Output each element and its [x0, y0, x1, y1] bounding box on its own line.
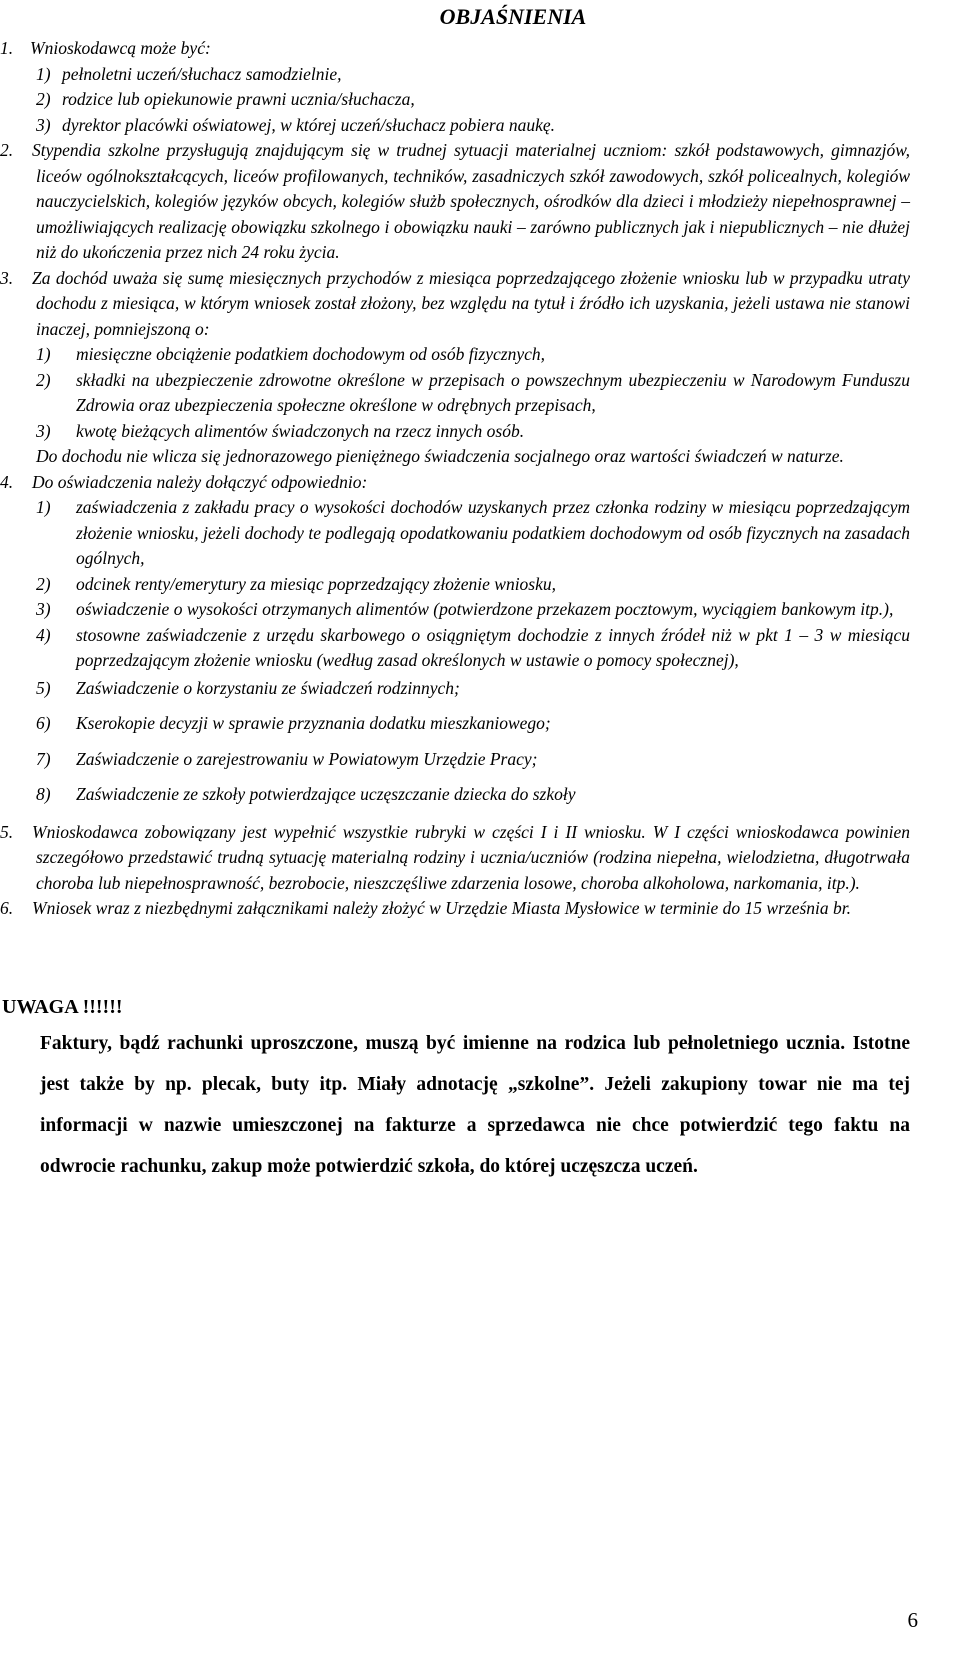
section-3-number: 3. [0, 267, 14, 288]
section-2-text: Stypendia szkolne przysługują znajdującym się w trudnej sytuacji materialnej uczniom: szkół podstawowych, gimnazjów, liceów ogólnokształcących, liceów profilowanych, techników, zasadniczych szkół zawodowych, szkół policealnych, kolegiów nauczycielskich, kolegiów języków obcych, kolegiów służb społecznych, ośrodków dla dzieci i młodzieży niepełnosprawnej – umożliwiających realizację obowiązku szkolnego i obowiązku nauki – zarówno publicznych jak i niepublicznych – nie dłużej niż do ukończenia przez nich 24 roku życia. [32, 140, 910, 262]
section-1-text: Wnioskodawcą może być: [30, 38, 211, 58]
s4-item: 4) stosowne zaświadczenie z urzędu skarbowego o osiągniętym dochodzie z innych źródeł niż w pkt 1 – 3 w miesiącu poprzedzającym złożenie wniosku (według zasad określonych w ustawie o pomocy społecznej), [36, 624, 910, 670]
section-3-tail: Do dochodu nie wlicza się jednorazowego pieniężnego świadczenia socjalnego oraz wartości świadczeń w naturze. [36, 446, 844, 466]
section-5-number: 5. [0, 821, 14, 842]
warning-heading: UWAGA !!!!!! [2, 995, 123, 1018]
s4-item: 8) Zaświadczenie ze szkoły potwierdzające uczęszczanie dziecka do szkoły [36, 784, 576, 804]
page-number: 6 [907, 1608, 918, 1632]
section-2 [0, 138, 910, 266]
section-6-text: Wniosek wraz z niezbędnymi załącznikami należy złożyć w Urzędzie Miasta Mysłowice w terminie do 15 września br. [32, 898, 852, 918]
section-2-number: 2. [0, 140, 14, 160]
section-3-text: Za dochód uważa się sumę miesięcznych przychodów z miesiąca poprzedzającego złożenie wniosku lub w przypadku utraty dochodu z miesiąca, w którym wniosek został złożony, bez względu na tytuł i źródło ich uzyskania, jeżeli ustawa nie stanowi inaczej, pomniejszoną o: [32, 267, 910, 339]
section-6-number: 6. [0, 898, 14, 918]
s1-item: 3) dyrektor placówki oświatowej, w której uczeń/słuchacz pobiera naukę. [36, 114, 555, 135]
s4-item: 7) Zaświadczenie o zarejestrowaniu w Powiatowym Urzędzie Pracy; [36, 748, 538, 769]
section-1-heading [0, 36, 910, 62]
section-4-number: 4. [0, 471, 14, 492]
s1-item: 1) pełnoletni uczeń/słuchacz samodzielnie, [36, 63, 342, 84]
page-title: OBJAŚNIENIA [439, 4, 587, 29]
s4-item: 3) oświadczenie o wysokości otrzymanych alimentów (potwierdzone przekazem pocztowym, wyciągiem bankowym itp.), [36, 599, 894, 619]
section-3-heading [0, 266, 910, 343]
section-5-text: Wnioskodawca zobowiązany jest wypełnić wszystkie rubryki w części I i II wniosku. W I części wnioskodawca powinien szczegółowo przedstawić trudną sytuację materialną rodziny i ucznia/uczniów (rodzina niepełna, wielodzietna, długotrwała choroba lub niepełnosprawność, bezrobocie, nieszczęśliwe zdarzenia losowe, choroba alkoholowa, narkomania, itp.). [32, 821, 910, 893]
section-5 [0, 820, 910, 897]
warning-text: Faktury, bądź rachunki uproszczone, muszą być imienne na rodzica lub pełnoletniego ucznia. Istotne jest także by np. plecak, buty itp. Miały adnotację „szkolne”. Jeżeli zakupiony towar nie ma tej informacji w nazwie umieszczonej na fakturze a sprzedawca nie chce potwierdzić tego faktu na odwrocie rachunku, zakup może potwierdzić szkoła, do której uczęszcza uczeń. [40, 1032, 910, 1177]
s3-item: 2) składki na ubezpieczenie zdrowotne określone w przepisach o powszechnym ubezpieczeniu w Narodowym Funduszu Zdrowia oraz ubezpieczenia społeczne określone w odrębnych przepisach, [36, 369, 910, 415]
s4-item: 2) odcinek renty/emerytury za miesiąc poprzedzający złożenie wniosku, [36, 573, 557, 594]
s4-item: 6) Kserokopie decyzji w sprawie przyznania dodatku mieszkaniowego; [36, 713, 551, 733]
section-1 [0, 36, 910, 138]
section-4-heading [0, 470, 910, 496]
s4-item: 1) zaświadczenia z zakładu pracy o wysokości dochodów uzyskanych przez członka rodziny w miesiącu poprzedzającym złożenie wniosku, jeżeli dochody te podlegają opodatkowaniu podatkiem dochodowym od osób fizycznych na zasadach ogólnych, [36, 497, 910, 568]
s1-item: 2) rodzice lub opiekunowie prawni ucznia/słuchacza, [36, 89, 415, 109]
s4-item: 5) Zaświadczenie o korzystaniu ze świadczeń rodzinnych; [36, 677, 460, 698]
section-4 [0, 470, 910, 808]
s3-item: 3) kwotę bieżących alimentów świadczonych na rzecz innych osób. [36, 420, 525, 441]
s3-item: 1) miesięczne obciążenie podatkiem dochodowym od osób fizycznych, [36, 344, 545, 364]
section-3 [0, 266, 910, 470]
section-6 [0, 896, 910, 922]
section-1-number: 1. [0, 38, 14, 58]
section-4-text: Do oświadczenia należy dołączyć odpowiednio: [32, 471, 368, 492]
